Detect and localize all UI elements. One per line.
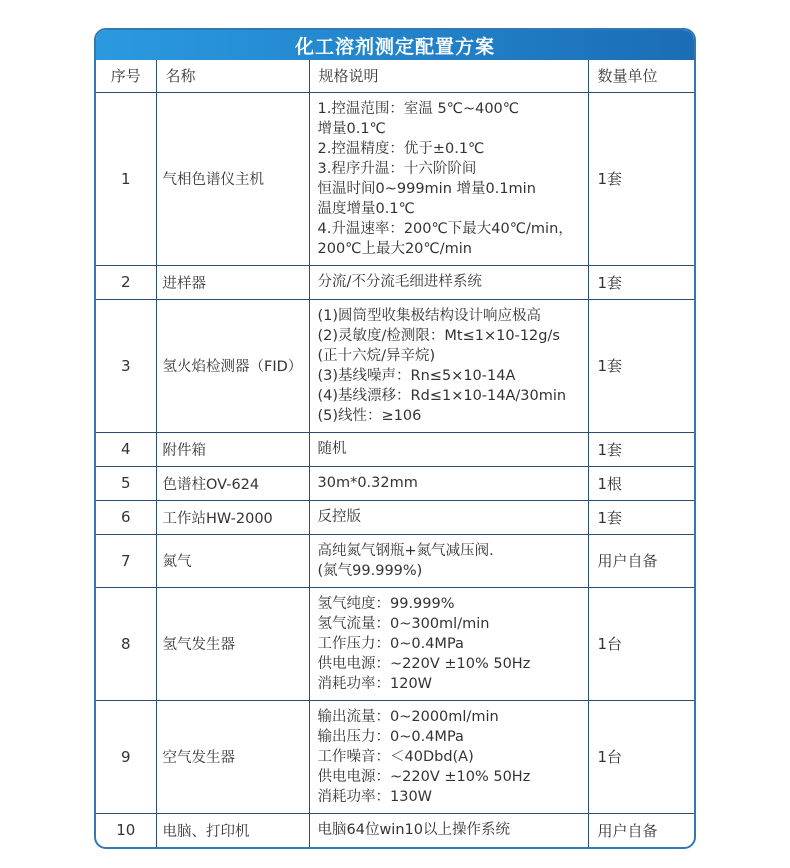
spec-line: (3)基线噪声：Rn≤5×10-14A — [317, 367, 516, 384]
cell-spec — [309, 466, 588, 500]
cell-name: 色谱柱OV-624 — [156, 466, 309, 500]
cell-no: 9 — [96, 700, 156, 813]
cell-qty: 1台 — [588, 700, 696, 813]
cell-no: 1 — [96, 92, 156, 265]
cell-qty: 1套 — [588, 500, 696, 534]
cell-no: 4 — [96, 432, 156, 466]
cell-spec — [309, 432, 588, 466]
cell-qty: 用户自备 — [588, 813, 696, 847]
spec-line: (氮气99.999%) — [317, 562, 423, 579]
cell-name: 氢火焰检测器（FID） — [156, 299, 309, 432]
cell-qty: 1套 — [588, 432, 696, 466]
spec-line: 供电电源：~220V ±10% 50Hz — [317, 655, 531, 672]
cell-spec — [309, 299, 588, 432]
cell-qty: 1套 — [588, 299, 696, 432]
cell-qty: 1套 — [588, 92, 696, 265]
spec-line: (1)圆筒型收集极结构设计响应极高 — [317, 307, 542, 324]
spec-line: 输出压力：0~0.4MPa — [317, 728, 464, 745]
spec-line: 随机 — [317, 441, 347, 457]
cell-no: 2 — [96, 265, 156, 299]
table-row — [96, 92, 696, 265]
spec-line: 温度增量0.1℃ — [317, 200, 415, 217]
spec-line: 氢气纯度：99.999% — [317, 595, 455, 612]
table-title: 化工溶剂测定配置方案 — [294, 35, 495, 58]
cell-spec — [309, 500, 588, 534]
spec-line: 电脑64位win10以上操作系统 — [317, 822, 510, 838]
spec-line: (2)灵敏度/检测限：Mt≤1×10-12g/s — [317, 327, 560, 344]
cell-name: 进样器 — [156, 265, 309, 299]
cell-spec — [309, 587, 588, 700]
cell-qty: 1根 — [588, 466, 696, 500]
spec-line: 恒温时间0~999min 增量0.1min — [317, 180, 536, 197]
cell-spec — [309, 265, 588, 299]
table-row — [96, 299, 696, 432]
cell-qty: 1套 — [588, 265, 696, 299]
cell-spec — [309, 534, 588, 587]
spec-line: 200℃上最大20℃/min — [317, 240, 472, 257]
cell-no: 10 — [96, 813, 156, 847]
table-row — [96, 700, 696, 813]
spec-line: 工作噪音：＜40Dbd(A) — [317, 748, 474, 765]
cell-spec — [309, 700, 588, 813]
cell-name: 附件箱 — [156, 432, 309, 466]
spec-line: 消耗功率：120W — [317, 675, 433, 692]
table-row — [96, 466, 696, 500]
spec-line: 增量0.1℃ — [317, 120, 386, 137]
config-table — [96, 60, 696, 847]
cell-no: 7 — [96, 534, 156, 587]
spec-line: (5)线性：≥106 — [317, 407, 422, 424]
spec-line: 输出流量：0~2000ml/min — [317, 708, 499, 725]
spec-line: 消耗功率：130W — [317, 788, 433, 805]
cell-no: 3 — [96, 299, 156, 432]
header-row — [96, 60, 696, 92]
spec-line: 3.程序升温：十六阶阶间 — [317, 160, 477, 177]
table-row — [96, 500, 696, 534]
col-header-no: 序号 — [96, 60, 156, 92]
spec-line: (正十六烷/异辛烷) — [317, 347, 436, 364]
cell-no: 8 — [96, 587, 156, 700]
table-row — [96, 587, 696, 700]
table-row — [96, 432, 696, 466]
cell-qty: 用户自备 — [588, 534, 696, 587]
cell-name: 空气发生器 — [156, 700, 309, 813]
cell-spec — [309, 92, 588, 265]
table-row — [96, 813, 696, 847]
cell-spec — [309, 813, 588, 847]
table-row — [96, 265, 696, 299]
col-header-spec: 规格说明 — [309, 60, 588, 92]
col-header-qty: 数量单位 — [588, 60, 696, 92]
cell-qty: 1台 — [588, 587, 696, 700]
col-header-name: 名称 — [156, 60, 309, 92]
spec-line: 4.升温速率：200℃下最大40℃/min， — [317, 220, 573, 237]
spec-line: (4)基线漂移：Rd≤1×10-14A/30min — [317, 387, 567, 404]
spec-line: 30m*0.32mm — [317, 475, 418, 491]
cell-no: 6 — [96, 500, 156, 534]
spec-line: 工作压力：0~0.4MPa — [317, 635, 464, 652]
cell-no: 5 — [96, 466, 156, 500]
spec-line: 分流/不分流毛细进样系统 — [317, 274, 482, 290]
cell-name: 气相色谱仪主机 — [156, 92, 309, 265]
spec-line: 2.控温精度：优于±0.1℃ — [317, 140, 485, 157]
cell-name: 氢气发生器 — [156, 587, 309, 700]
cell-name: 氮气 — [156, 534, 309, 587]
cell-name: 工作站HW-2000 — [156, 500, 309, 534]
spec-line: 高纯氮气钢瓶+氮气减压阀. — [317, 542, 494, 559]
spec-line: 反控版 — [317, 509, 361, 525]
spec-line: 1.控温范围：室温 5℃~400℃ — [317, 100, 520, 117]
table-body — [96, 92, 696, 847]
cell-name: 电脑、打印机 — [156, 813, 309, 847]
table-title-bar — [96, 30, 694, 60]
spec-line: 供电电源：~220V ±10% 50Hz — [317, 768, 531, 785]
spec-line: 氢气流量：0~300ml/min — [317, 615, 490, 632]
config-table-card — [94, 28, 696, 849]
table-row — [96, 534, 696, 587]
